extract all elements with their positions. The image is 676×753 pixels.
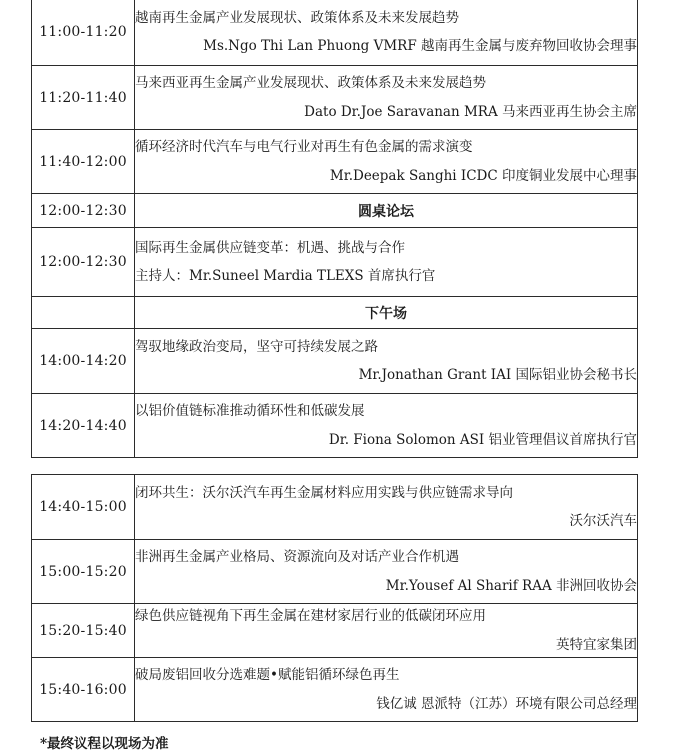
session-topic: 破局废铝回收分选难题•赋能铝循环绿色再生 [135,667,400,684]
session-speaker: Mr.Yousef Al Sharif RAA 非洲回收协会 [385,577,637,594]
time-cell: 11:40-12:00 [32,130,135,194]
session-cell [135,130,638,194]
agenda-footnote: *最终议程以现场为准 [40,736,169,752]
table-row [32,130,638,194]
session-topic: 国际再生金属供应链变革：机遇、挑战与合作 [135,239,405,256]
table-row [32,475,638,540]
session-speaker: 英特宜家集团 [556,636,637,653]
time-cell: 12:00-12:30 [32,194,135,228]
session-speaker: Dr. Fiona Solomon ASI 铝业管理倡议首席执行官 [328,431,637,448]
session-cell [135,66,638,130]
session-cell [135,540,638,604]
session-cell [135,658,638,722]
time-cell: 11:00-11:20 [32,0,135,66]
section-heading: 圆桌论坛 [135,194,638,228]
time-cell: 15:20-15:40 [32,604,135,658]
session-cell [135,329,638,394]
time-cell: 14:20-14:40 [32,394,135,458]
table-row [32,394,638,458]
session-topic: 绿色供应链视角下再生金属在建材家居行业的低碳闭环应用 [135,608,486,625]
table-row [32,329,638,394]
agenda-table-morning [31,0,638,458]
table-row [32,658,638,722]
time-cell: 15:40-16:00 [32,658,135,722]
time-cell [32,297,135,329]
time-cell: 14:40-15:00 [32,475,135,540]
table-row [32,604,638,658]
time-cell: 15:00-15:20 [32,540,135,604]
session-speaker: Dato Dr.Joe Saravanan MRA 马来西亚再生协会主席 [304,103,637,120]
table-row [32,66,638,130]
session-moderator: 主持人：Mr.Suneel Mardia TLEXS 首席执行官 [135,268,436,284]
table-row [32,540,638,604]
table-row [32,0,638,66]
section-heading: 下午场 [135,297,638,329]
session-cell [135,604,638,658]
time-cell: 11:20-11:40 [32,66,135,130]
session-cell [135,0,638,66]
session-topic: 循环经济时代汽车与电气行业对再生有色金属的需求演变 [135,139,473,156]
time-cell: 12:00-12:30 [32,228,135,297]
session-speaker: Mr.Deepak Sanghi ICDC 印度铜业发展中心理事 [329,167,637,184]
table-row [32,228,638,297]
session-speaker: 沃尔沃汽车 [569,513,637,529]
section-row [32,297,638,329]
section-row [32,194,638,228]
session-speaker: Ms.Ngo Thi Lan Phuong VMRF 越南再生金属与废弃物回收协会理事 [203,38,637,54]
session-speaker: 钱亿诚 恩派特（江苏）环境有限公司总经理 [376,695,637,712]
session-topic: 驾驭地缘政治变局，坚守可持续发展之路 [135,338,378,355]
session-topic: 非洲再生金属产业格局、资源流向及对话产业合作机遇 [135,549,459,566]
time-cell: 14:00-14:20 [32,329,135,394]
session-cell [135,228,638,297]
session-topic: 马来西亚再生金属产业发展现状、政策体系及未来发展趋势 [135,75,486,92]
agenda-table-afternoon [31,474,638,722]
session-cell [135,394,638,458]
session-topic: 越南再生金属产业发展现状、政策体系及未来发展趋势 [135,9,459,26]
session-topic: 以铝价值链标准推动循环性和低碳发展 [135,403,365,420]
session-topic: 闭环共生：沃尔沃汽车再生金属材料应用实践与供应链需求导向 [135,484,513,501]
session-cell [135,475,638,540]
session-speaker: Mr.Jonathan Grant IAI 国际铝业协会秘书长 [358,367,637,383]
